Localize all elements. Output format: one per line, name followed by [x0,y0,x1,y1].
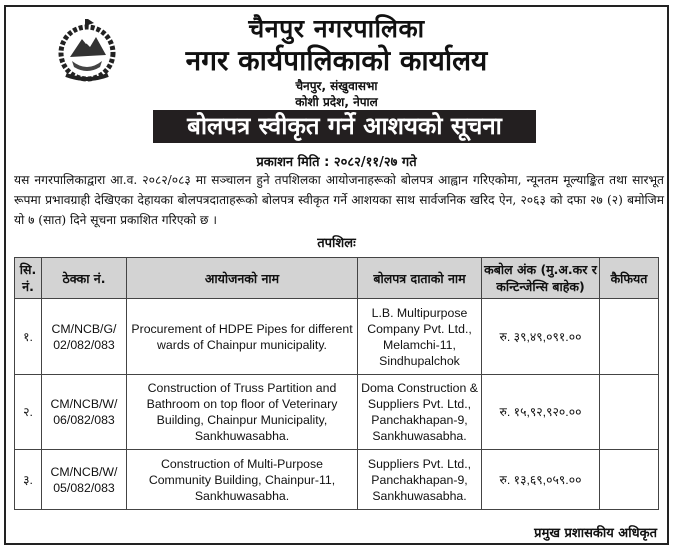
signatory-title: प्रमुख प्रशासकीय अधिकृत [534,526,657,541]
municipality-name: चैनपुर नगरपालिका [248,14,425,43]
cell-contract-no: CM/NCB/G/ 02/082/083 [42,299,127,375]
address-line-1: चैनपुर, संखुवासभा [295,79,378,93]
header-bidder-name: बोलपत्र दाताको नाम [358,258,482,299]
table-row [15,375,659,450]
schedule-label: तपशिलः [317,236,356,251]
publication-date: प्रकाशन मिति : २०८२/११/२७ गते [256,155,417,170]
cell-serial: २. [15,375,42,450]
cell-project: Construction of Multi-Purpose Community Building, Chainpur-11, Sankhuwasabha. [127,450,358,510]
header-project-name: आयोजनको नाम [127,258,358,299]
cell-amount: रु. १५,९२,९२०.०० [482,375,600,450]
office-name: नगर कार्यपालिकाको कार्यालय [185,44,488,77]
cell-amount: रु. १३,६९,०५९.०० [482,450,600,510]
cell-project: Construction of Truss Partition and Bathroom on top floor of Veterinary Building, Chainpur Municipality, Sankhuwasabha. [127,375,358,450]
cell-bidder: L.B. Multipurpose Company Pvt. Ltd., Melamchi-11, Sindhupalchok [358,299,482,375]
cell-bidder: Suppliers Pvt. Ltd., Panchakhapan-9, Sankhuwasabha. [358,450,482,510]
cell-remarks [600,299,659,375]
cell-serial: १. [15,299,42,375]
cell-bidder: Doma Construction & Suppliers Pvt. Ltd., Panchakhapan-9, Sankhuwasabha. [358,375,482,450]
address-line-2: कोशी प्रदेश, नेपाल [295,95,378,109]
header-remarks: कैफियत [600,258,659,299]
cell-amount: रु. ३९,४९,०९१.०० [482,299,600,375]
table-header-row [15,258,659,299]
header-bid-amount: कबोल अंक (मु.अ.कर र कन्टिन्जेन्सि बाहेक) [482,258,600,299]
cell-serial: ३. [15,450,42,510]
notice-title: बोलपत्र स्वीकृत गर्ने आशयको सूचना [153,110,536,143]
notice-frame [4,5,669,545]
cell-contract-no: CM/NCB/W/ 06/082/083 [42,375,127,450]
cell-remarks [600,450,659,510]
cell-project: Procurement of HDPE Pipes for different wards of Chainpur municipality. [127,299,358,375]
header-contract-no: ठेक्का नं. [42,258,127,299]
header-serial: सि. नं. [15,258,42,299]
cell-remarks [600,375,659,450]
table-row [15,299,659,375]
notice-body: यस नगरपालिकाद्वारा आ.व. २०८२/०८३ मा सञ्चालन हुने तपशिलका आयोजनाहरूको बोलपत्र आह्वान गरिएकोमा, न्यूनतम मूल्याङ्कित तथा सारभूत रूपमा प्रभावग्राही देखिएका देहायका बोलपत्रदाताहरूको बोलपत्र स्वीकृत गर्ने आशयका साथ सार्वजनिक खरिद ऐन, २०६३ को दफा २७ (२) बमोजिम यो ७ (सात) दिने सूचना प्रकाशित गरिएको छ । [14,173,664,227]
cell-contract-no: CM/NCB/W/ 05/082/083 [42,450,127,510]
table-row [15,450,659,510]
bid-table [14,257,659,510]
